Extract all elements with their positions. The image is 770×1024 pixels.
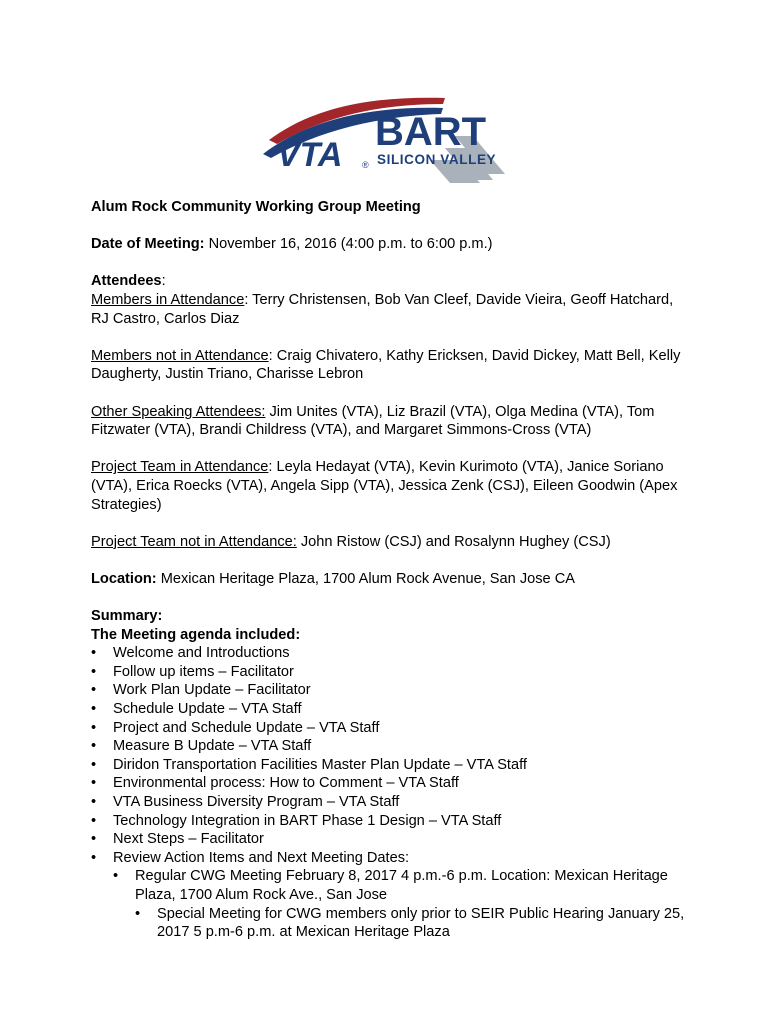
meeting-location xyxy=(91,570,691,589)
logo-silicon-valley-text: SILICON VALLEY xyxy=(377,152,497,167)
meeting-date xyxy=(91,235,691,254)
list-item-text: Regular CWG Meeting February 8, 2017 4 p.m.-6 p.m. Location: Mexican Heritage Plaza, 1700 Alum Rock Ave., San Jose xyxy=(135,868,668,903)
members-not-in-attendance-text: : Craig Chivatero, Kathy Ericksen, David Dickey, Matt Bell, Kelly Daugherty, Justin Triano, Charisse Lebron xyxy=(91,347,681,383)
list-item-special-meeting: • Special Meeting for CWG members only prior to SEIR Public Hearing January 25, 2017 5 p.m-6 p.m. at Mexican Heritage Plaza xyxy=(135,905,691,942)
members-in-attendance xyxy=(91,291,691,328)
other-speaking-attendees xyxy=(91,403,691,440)
meeting-summary-document xyxy=(91,198,691,942)
logo-bart-text: BART xyxy=(375,110,487,154)
next-meeting-list xyxy=(113,867,691,941)
members-not-in-attendance-label: Members not in Attendance xyxy=(91,347,269,364)
list-item: • Environmental process: How to Comment – VTA Staff xyxy=(91,774,691,793)
list-item-review-action-items xyxy=(91,849,691,942)
attendees-heading xyxy=(91,272,691,291)
list-item-text: Review Action Items and Next Meeting Dates: xyxy=(113,849,410,866)
project-team-in-attendance xyxy=(91,458,691,514)
list-item: • Work Plan Update – Facilitator xyxy=(91,681,691,700)
other-speaking-attendees-text: Jim Unites (VTA), Liz Brazil (VTA), Olga Medina (VTA), Tom Fitzwater (VTA), Brandi Childress (VTA), and Margaret Simmons-Cross (VTA) xyxy=(91,403,655,439)
members-in-attendance-text: : Terry Christensen, Bob Van Cleef, Davide Vieira, Geoff Hatchard, RJ Castro, Carlos Diaz xyxy=(91,291,674,327)
meeting-location-label: Location: xyxy=(91,570,157,587)
other-speaking-attendees-label: Other Speaking Attendees: xyxy=(91,403,266,420)
attendees-heading-colon: : xyxy=(161,273,166,290)
attendees-heading-text: Attendees xyxy=(91,273,162,290)
meeting-date-value: November 16, 2016 (4:00 p.m. to 6:00 p.m.) xyxy=(204,236,493,253)
list-item: • Next Steps – Facilitator xyxy=(91,830,691,849)
vta-bart-logo xyxy=(255,88,515,188)
list-item: • Follow up items – Facilitator xyxy=(91,663,691,682)
project-team-in-attendance-label: Project Team in Attendance xyxy=(91,459,269,476)
agenda-heading: The Meeting agenda included: xyxy=(91,626,301,643)
project-team-in-attendance-text: : Leyla Hedayat (VTA), Kevin Kurimoto (VTA), Janice Soriano (VTA), Erica Roecks (VTA), Angela Sipp (VTA), Jessica Zenk (CSJ), Eileen Goodwin (Apex Strategies) xyxy=(91,459,678,513)
list-item: • Measure B Update – VTA Staff xyxy=(91,737,691,756)
list-item-regular-meeting xyxy=(113,867,691,941)
list-item: • Schedule Update – VTA Staff xyxy=(91,700,691,719)
list-item: • VTA Business Diversity Program – VTA Staff xyxy=(91,793,691,812)
members-not-in-attendance xyxy=(91,347,691,384)
summary-heading: Summary: xyxy=(91,608,163,625)
list-item: • Project and Schedule Update – VTA Staff xyxy=(91,719,691,738)
list-item: • Technology Integration in BART Phase 1 Design – VTA Staff xyxy=(91,812,691,831)
logo-registered-mark: ® xyxy=(362,160,369,170)
logo-vta-text: VTA xyxy=(277,136,343,174)
project-team-not-in-attendance-label: Project Team not in Attendance: xyxy=(91,533,297,550)
document-title: Alum Rock Community Working Group Meeting xyxy=(91,199,421,215)
list-item: • Welcome and Introductions xyxy=(91,644,691,663)
meeting-location-value: Mexican Heritage Plaza, 1700 Alum Rock Avenue, San Jose CA xyxy=(156,570,575,587)
list-item: • Diridon Transportation Facilities Master Plan Update – VTA Staff xyxy=(91,756,691,775)
agenda-list xyxy=(91,644,691,942)
meeting-date-label: Date of Meeting: xyxy=(91,236,205,253)
project-team-not-in-attendance xyxy=(91,533,691,552)
members-in-attendance-label: Members in Attendance xyxy=(91,291,245,308)
special-meeting-list xyxy=(135,905,691,942)
project-team-not-in-attendance-text: John Ristow (CSJ) and Rosalynn Hughey (CSJ) xyxy=(296,533,611,550)
